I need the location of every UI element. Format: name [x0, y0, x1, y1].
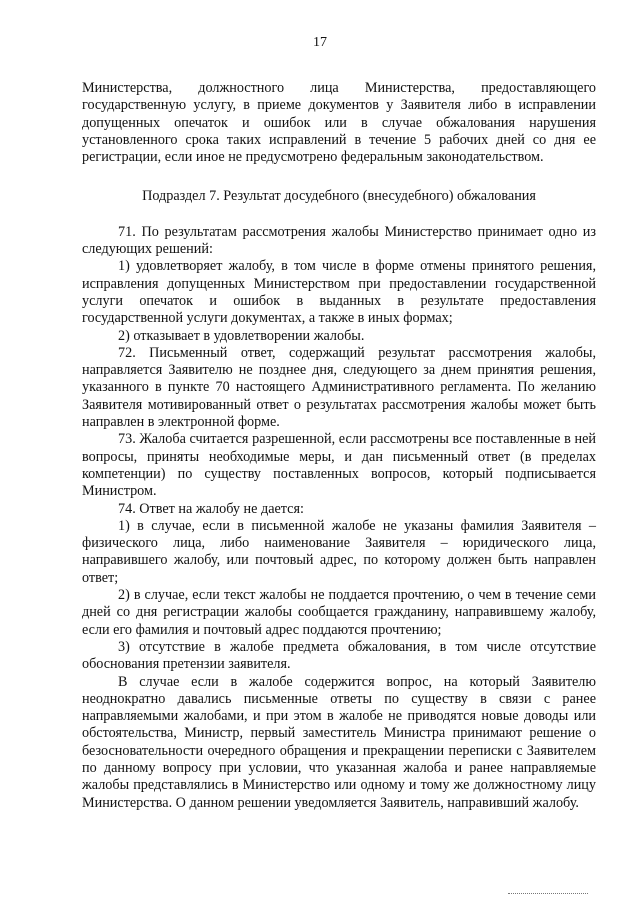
paragraph-71-item-1: 1) удовлетворяет жалобу, в том числе в форме отмены принятого решения, исправления допущенных Министерством при предоставлении государственной услуги опечаток и ошибок в выданных в результате предоставления государственной услуги документах, а также в иных формах;: [82, 258, 596, 327]
document-body: [82, 80, 596, 812]
footer-divider: [508, 893, 588, 894]
section-heading: Подраздел 7. Результат досудебного (внесудебного) обжалования: [142, 188, 536, 205]
paragraph-74-item-2: 2) в случае, если текст жалобы не поддается прочтению, о чем в течение семи дней со дня регистрации жалобы сообщается гражданину, направившему жалобу, если его фамилия и почтовый адрес поддаются прочтению;: [82, 587, 596, 638]
paragraph-74-item-3: 3) отсутствие в жалобе предмета обжалования, в том числе отсутствие обоснования претензии заявителя.: [82, 638, 596, 673]
paragraph-74-item-1: 1) в случае, если в письменной жалобе не указаны фамилия Заявителя – физического лица, либо наименование Заявителя – юридического лица, направившего жалобу, или почтовый адрес, по которому должен быть направлен ответ;: [82, 517, 596, 586]
intro-paragraph: Министерства, должностного лица Министерства, предоставляющего государственную услугу, в приеме документов у Заявителя либо в исправлении допущенных опечаток и ошибок или в случае обжалования нарушения установленного срока таких исправлений в течение 5 рабочих дней со дня ее регистрации, если иное не предусмотрено федеральным законодательством.: [82, 80, 596, 166]
paragraph-74: 74. Ответ на жалобу не дается:: [118, 500, 304, 517]
page-number: 17: [313, 35, 327, 50]
paragraph-71-item-2: 2) отказывает в удовлетворении жалобы.: [118, 327, 365, 344]
paragraph-72: 72. Письменный ответ, содержащий результат рассмотрения жалобы, направляется Заявителю не позднее дня, следующего за днем принятия решения, указанного в пункте 70 настоящего Административного регламента. По желанию Заявителя мотивированный ответ о результатах рассмотрения жалобы может быть направлен в электронной форме.: [82, 344, 596, 431]
paragraph-71: 71. По результатам рассмотрения жалобы Министерство принимает одно из следующих решений:: [82, 223, 596, 258]
paragraph-repeat-complaint: В случае если в жалобе содержится вопрос, на который Заявителю неоднократно давались письменные ответы по существу в связи с ранее направляемыми жалобами, и при этом в жалобе не приводятся новые доводы или обстоятельства, Министр, первый заместитель Министра принимают решение о безосновательности очередного обращения и прекращении переписки с Заявителем по данному вопросу при условии, что указанная жалоба и ранее направляемые жалобы представлялись в Министерство или одному и тому же должностному лицу Министерства. О данном решении уведомляется Заявитель, направивший жалобу.: [82, 673, 596, 811]
paragraph-73: 73. Жалоба считается разрешенной, если рассмотрены все поставленные в ней вопросы, приняты необходимые меры, и дан письменный ответ (в пределах компетенции) по существу поставленных вопросов, который подписывается Министром.: [82, 431, 596, 500]
